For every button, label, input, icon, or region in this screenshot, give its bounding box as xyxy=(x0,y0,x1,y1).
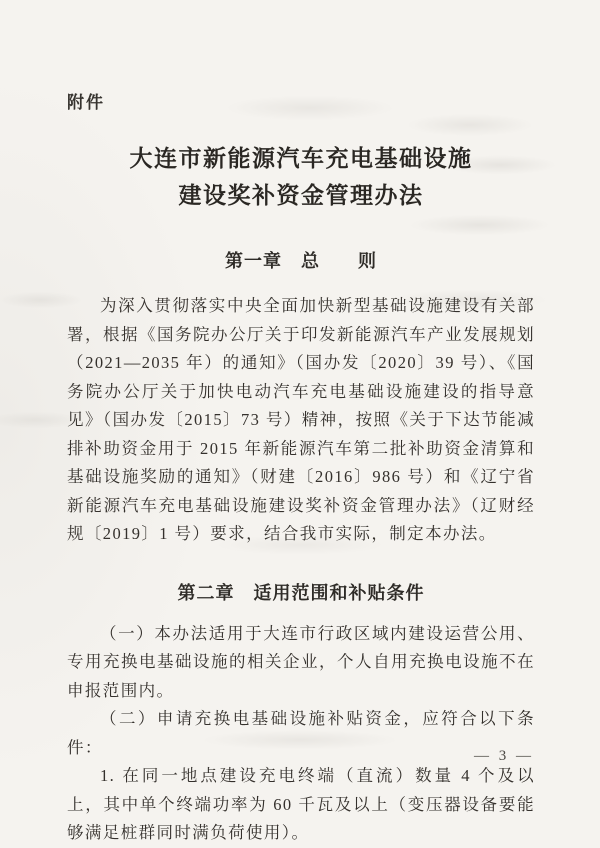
chapter-1-heading: 第一章 总 则 xyxy=(225,251,377,271)
chapter-2-item-2-sub-1: 1. 在同一地点建设充电终端（直流）数量 4 个及以上，其中单个终端功率为 60 千瓦及以上（变压器设备要能够满足桩群同时满负荷使用）。 xyxy=(67,766,535,842)
document-title-line-1: 大连市新能源汽车充电基础设施 xyxy=(129,145,473,171)
page-number: — 3 — xyxy=(474,748,534,764)
chapter-1-paragraph: 为深入贯彻落实中央全面加快新型基础设施建设有关部署，根据《国务院办公厅关于印发新能源汽车产业发展规划（2021—2035 年）的通知》（国办发〔2020〕39 号）、《国务院办公厅关于加快电动汽车充电基础设施建设的指导意见》（国办发〔2015〕73 号）精神，按照《关于下达节能减排补助资金用于 2015 年新能源汽车第二批补助资金清算和基础设施奖励的通知》（财建〔2016〕986 号）和《辽宁省新能源汽车充电基础设施建设奖补资金管理办法》（辽财经规〔2019〕1 号）要求，结合我市实际，制定本办法。 xyxy=(67,296,535,543)
document-content xyxy=(67,88,535,848)
document-title-line-2: 建设奖补资金管理办法 xyxy=(178,182,424,208)
chapter-2-heading: 第二章 适用范围和补贴条件 xyxy=(177,582,425,603)
chapter-2-item-2: （二）申请充换电基础设施补贴资金，应符合以下条件： xyxy=(67,709,535,757)
document-title xyxy=(67,140,535,214)
chapter-2-item-1: （一）本办法适用于大连市行政区域内建设运营公用、专用充换电基础设施的相关企业，个人自用充换电设施不在申报范围内。 xyxy=(67,623,535,700)
attachment-label: 附件 xyxy=(67,93,105,112)
